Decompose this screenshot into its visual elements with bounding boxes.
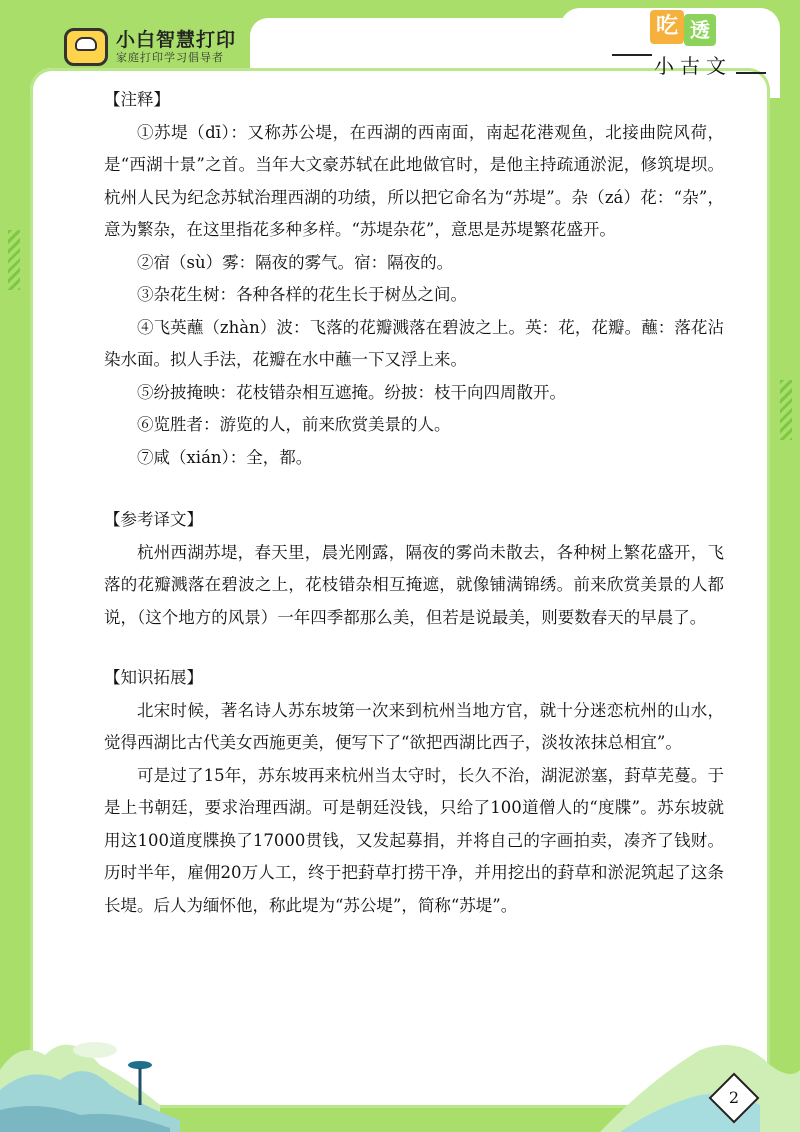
extension-paragraph: 可是过了15年，苏东坡再来杭州当太守时，长久不治，湖泥淤塞，葑草芜蔓。于是上书朝廷，要求治理西湖。可是朝廷没钱，只给了100道僧人的“度牒”。苏东坡就用这100道度牒换了17000贯钱，又发起募捐，并将自己的字画拍卖，凑齐了钱财。历时半年，雇佣20万人工，终于把葑草打捞干净，并用挖出的葑草和淤泥筑起了这条长堤。后人为缅怀他，称此堤为“苏公堤”，简称“苏堤”。 xyxy=(104,765,724,915)
note-item: ②宿（sù）雾：隔夜的雾气。宿：隔夜的。 xyxy=(137,252,454,272)
note-item: ①苏堤（dī）：又称苏公堤，在西湖的西南面，南起花港观鱼，北接曲院风荷，是“西湖十景”之首。当年大文豪苏轼在此地做官时，是他主持疏通淤泥，修筑堤坝。杭州人民为纪念苏轼治理西湖的功绩，所以把它命名为“苏堤”。杂（zá）花：“杂”，意为繁杂，在这里指花多种多样。“苏堤杂花”，意思是苏堤繁花盛开。 xyxy=(104,122,724,239)
brand-char-chi: 吃 xyxy=(650,10,684,44)
decor-stripe-left xyxy=(8,230,20,290)
note-item: ④飞英蘸（zhàn）波：飞落的花瓣溅落在碧波之上。英：花，花瓣。蘸：落花沾染水面。拟人手法，花瓣在水中蘸一下又浮上来。 xyxy=(104,317,724,369)
umbrella xyxy=(128,1061,152,1069)
printer-logo-icon xyxy=(64,28,108,66)
page-number: 2 xyxy=(728,1088,740,1107)
extension-heading: 【知识拓展】 xyxy=(104,668,203,687)
note-item: ⑥览胜者：游览的人，前来欣赏美景的人。 xyxy=(137,415,451,434)
logo-title: 小白智慧打印 xyxy=(116,29,237,51)
brand-line xyxy=(612,54,652,56)
extension-paragraph: 北宋时候，著名诗人苏东坡第一次来到杭州当地方官，就十分迷恋杭州的山水，觉得西湖比古代美女西施更美，便写下了“欲把西湖比西子，淡妆浓抹总相宜”。 xyxy=(104,700,724,752)
logo xyxy=(64,28,236,66)
brand-subtitle: 小古文 xyxy=(654,54,732,78)
logo-subtitle: 家庭打印学习倡导者 xyxy=(116,51,224,64)
mountain-scenery xyxy=(0,1010,800,1132)
translation-text: 杭州西湖苏堤，春天里，晨光刚露，隔夜的雾尚未散去，各种树上繁花盛开，飞落的花瓣溅落在碧波之上，花枝错杂相互掩遮，就像铺满锦绣。前来欣赏美景的人都说，（这个地方的风景）一年四季都那么美，但若是说最美，则要数春天的早晨了。 xyxy=(104,542,724,627)
cloud xyxy=(73,1042,117,1058)
brand-mark xyxy=(612,10,772,85)
note-item: ⑦咸（xián）：全，都。 xyxy=(137,447,313,467)
note-item: ③杂花生树：各种各样的花生长于树丛之间。 xyxy=(137,285,467,304)
notes-heading: 【注释】 xyxy=(104,90,170,109)
brand-line xyxy=(736,72,766,74)
brand-char-tou: 透 xyxy=(684,14,716,46)
decor-stripe-right xyxy=(780,380,792,440)
article xyxy=(104,84,724,922)
note-item: ⑤纷披掩映：花枝错杂相互遮掩。纷披：枝干向四周散开。 xyxy=(137,382,566,402)
translation-heading: 【参考译文】 xyxy=(104,510,203,529)
